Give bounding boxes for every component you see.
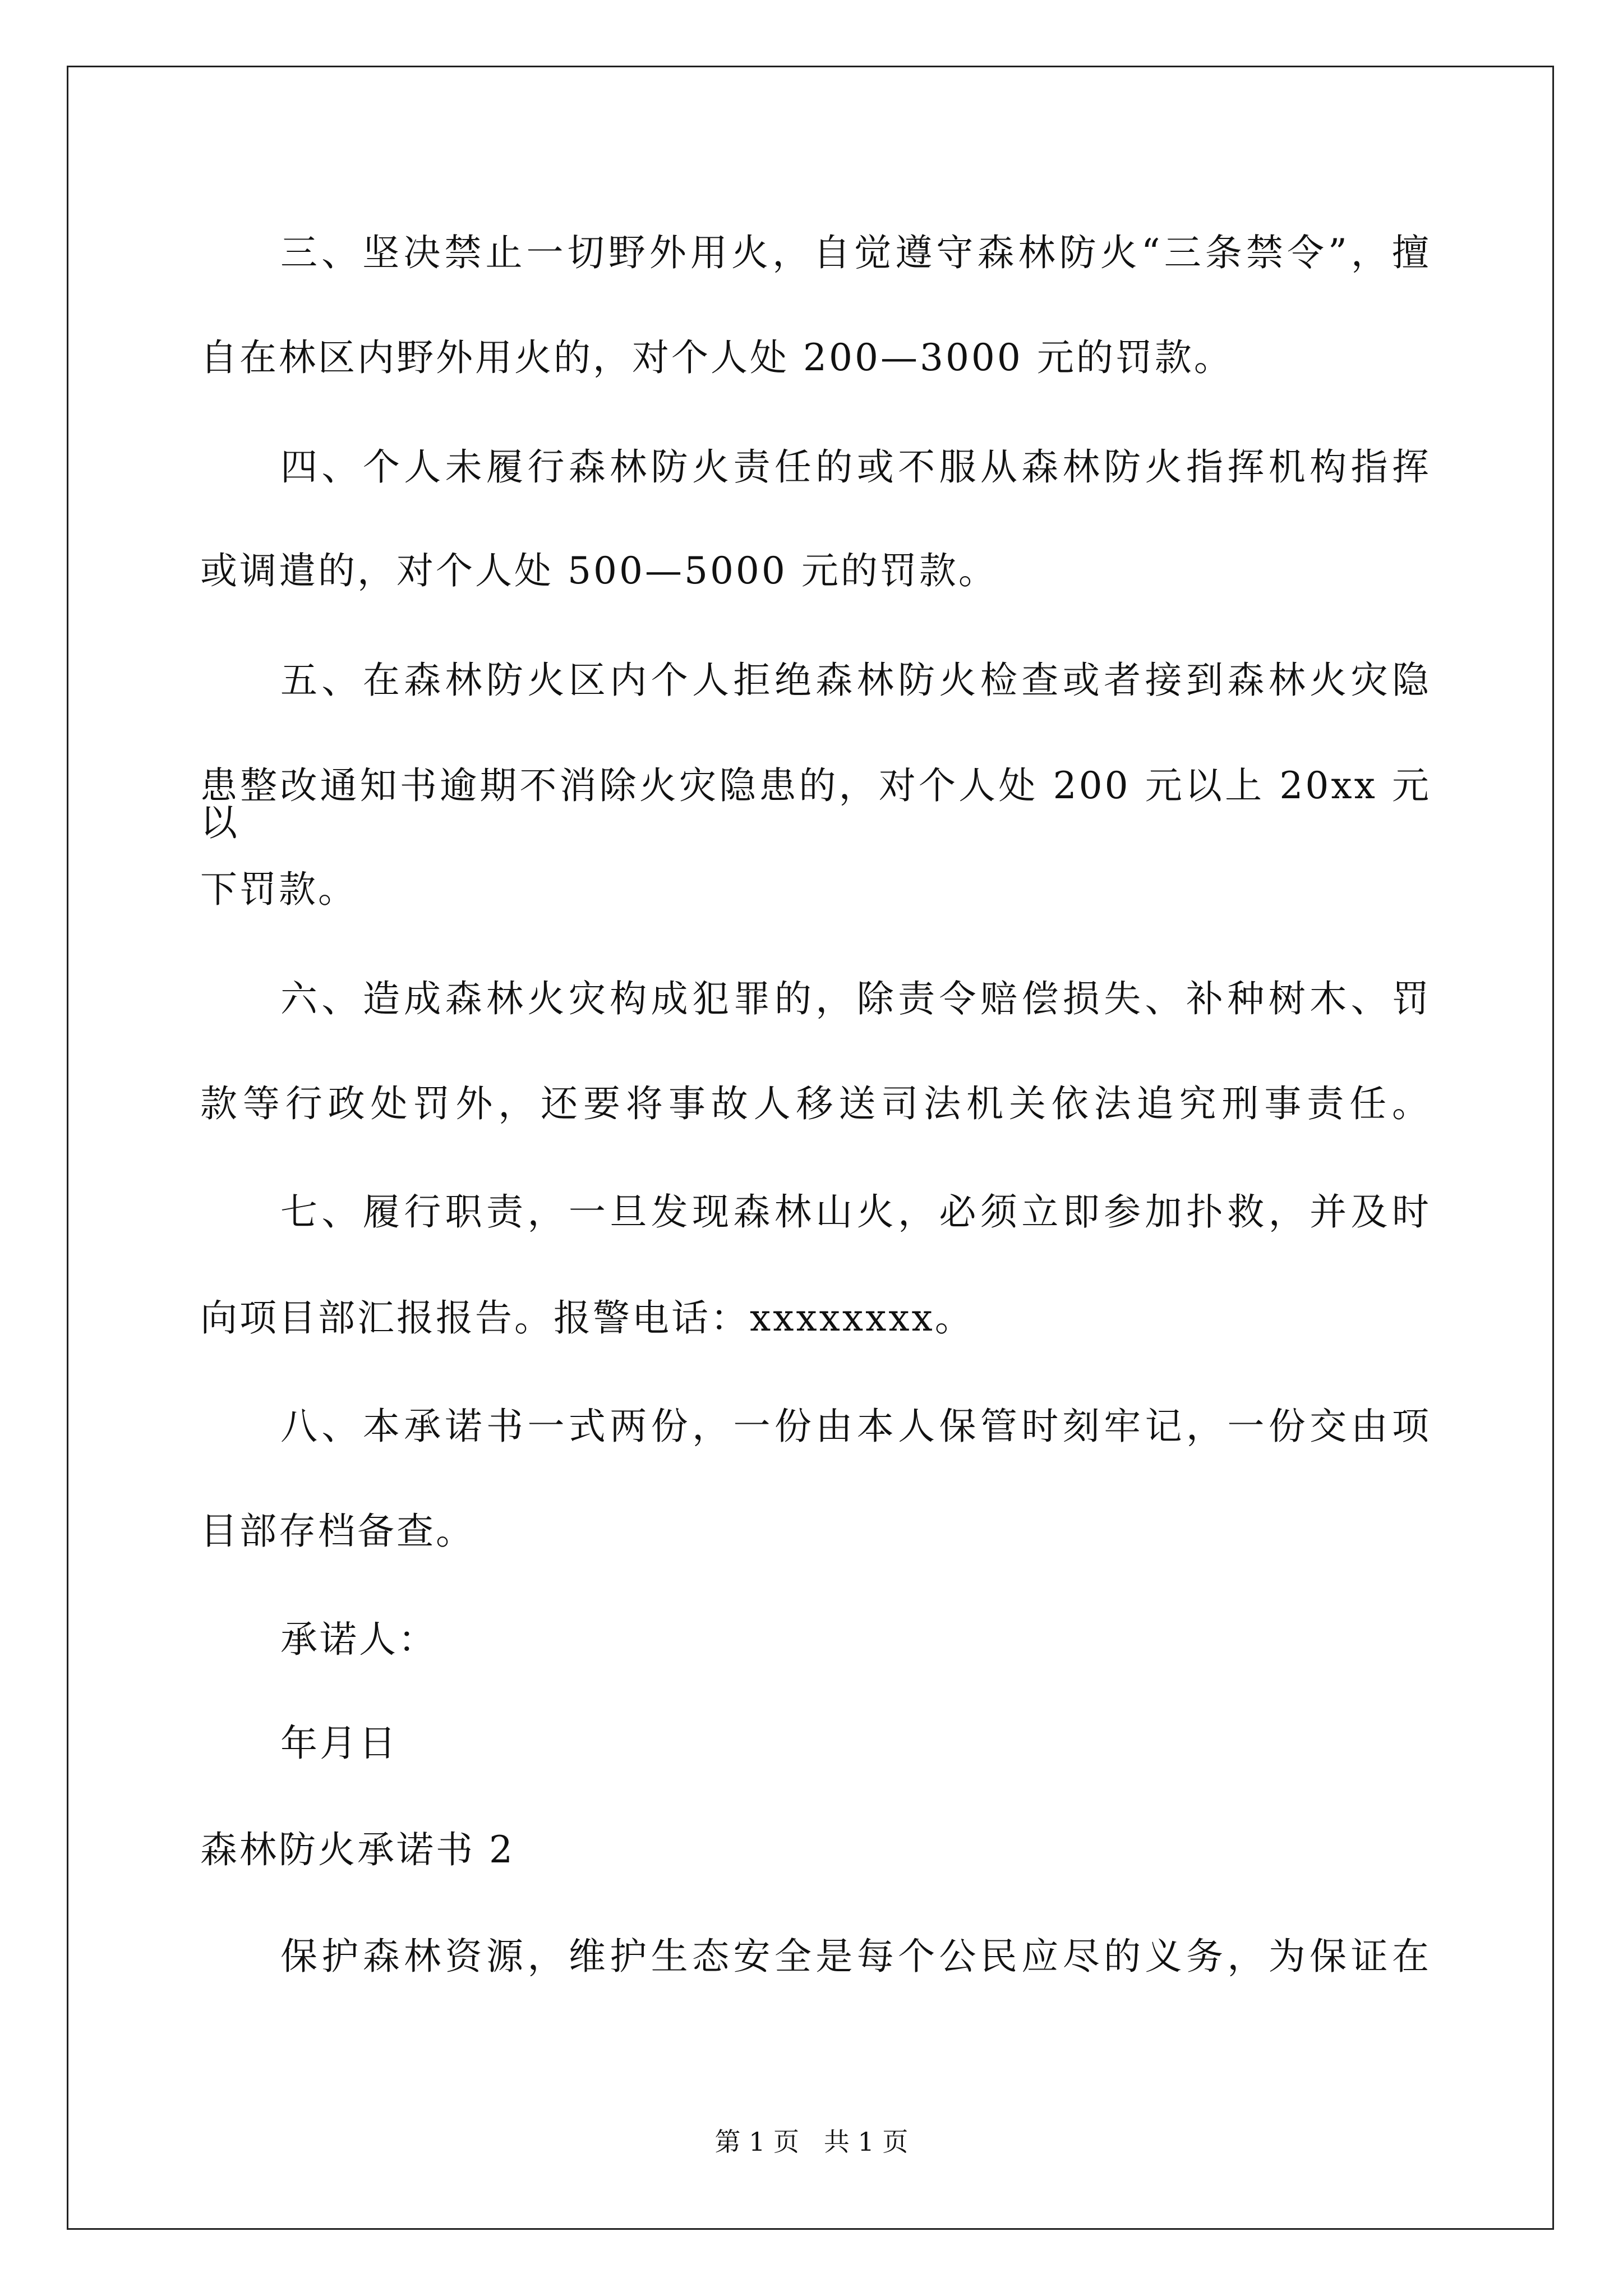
paragraph-6-line-2: 款等行政处罚外，还要将事故人移送司法机关依法追究刑事责任。 [200, 1082, 1431, 1125]
paragraph-5-line-1: 五、在森林防火区内个人拒绝森林防火检查或者接到森林火灾隐 [280, 659, 1431, 702]
paragraph-7-line-2: 向项目部汇报报告。报警电话：xxxxxxxx。 [200, 1296, 974, 1340]
page-footer: 第 1 页 共 1 页 [714, 2127, 909, 2157]
date-label: 年月日 [280, 1722, 398, 1765]
paragraph-8-line-1: 八、本承诺书一式两份，一份由本人保管时刻牢记，一份交由项 [280, 1405, 1431, 1448]
paragraph-6-line-1: 六、造成森林火灾构成犯罪的，除责令赔偿损失、补种树木、罚 [280, 977, 1431, 1020]
paragraph-4-line-2: 或调遣的，对个人处 500—5000 元的罚款。 [200, 549, 998, 592]
section-heading: 森林防火承诺书 2 [200, 1828, 515, 1871]
paragraph-7-line-1: 七、履行职责，一旦发现森林山火，必须立即参加扑救，并及时 [280, 1190, 1431, 1234]
paragraph-8-line-2: 目部存档备查。 [200, 1510, 475, 1553]
paragraph-5-line-2: 患整改通知书逾期不消除火灾隐患的，对个人处 200 元以上 20xx 元以 [200, 764, 1431, 844]
paragraph-3-line-2: 自在林区内野外用火的，对个人处 200—3000 元的罚款。 [200, 336, 1233, 379]
signatory-label: 承诺人： [280, 1618, 437, 1661]
paragraph-4-line-1: 四、个人未履行森林防火责任的或不服从森林防火指挥机构指挥 [280, 445, 1431, 489]
paragraph-3-line-1: 三、坚决禁止一切野外用火，自觉遵守森林防火“三条禁令”，擅 [280, 231, 1431, 274]
paragraph-intro-line-1: 保护森林资源，维护生态安全是每个公民应尽的义务，为保证在 [280, 1935, 1431, 1978]
paragraph-5-line-3: 下罚款。 [200, 868, 357, 911]
page-border [67, 66, 1554, 2230]
